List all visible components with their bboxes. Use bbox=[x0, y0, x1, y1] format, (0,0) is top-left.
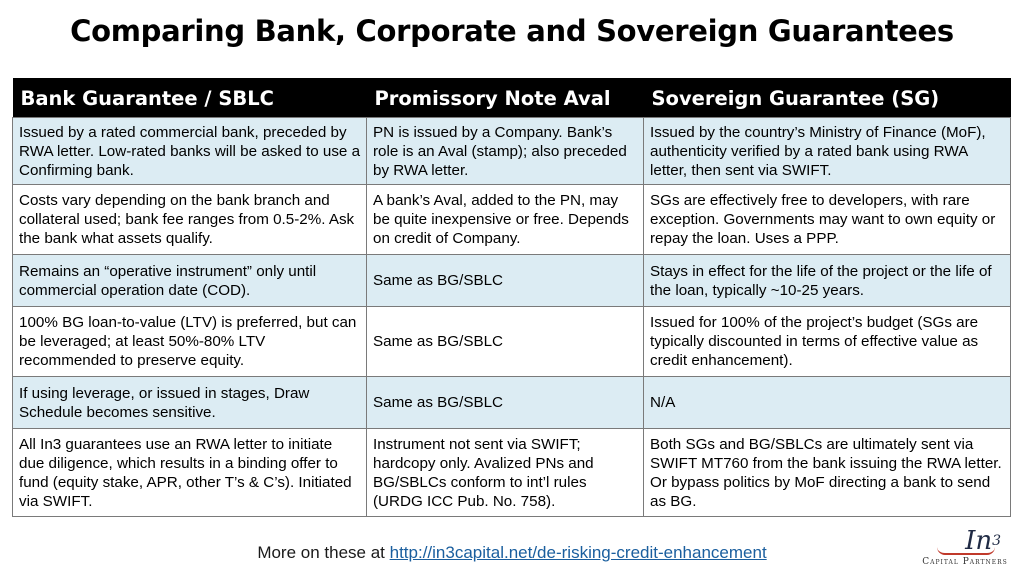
table-cell: Issued for 100% of the project’s budget (SGs are typically discounted in terms of effective value as credit enhancement). bbox=[644, 307, 1011, 377]
table-cell: All In3 guarantees use an RWA letter to initiate due diligence, which results in a binding offer to fund (equity stake, APR, other T’s & C’s). Initiated via SWIFT. bbox=[13, 429, 367, 517]
table-cell: Remains an “operative instrument” only until commercial operation date (COD). bbox=[13, 255, 367, 307]
table-row bbox=[13, 255, 1011, 307]
in3-capital-partners-logo bbox=[915, 527, 1015, 573]
page-title: Comparing Bank, Corporate and Sovereign Guarantees bbox=[70, 14, 954, 48]
footer-text: More on these at bbox=[257, 543, 390, 562]
resource-link[interactable]: http://in3capital.net/de-risking-credit-enhancement bbox=[389, 543, 767, 562]
column-header-promissory-note: Promissory Note Aval bbox=[367, 78, 644, 118]
table-row bbox=[13, 429, 1011, 517]
table-cell: Issued by a rated commercial bank, preceded by RWA letter. Low-rated banks will be asked to use a Confirming bank. bbox=[13, 118, 367, 185]
logo-swoosh-icon bbox=[937, 547, 995, 555]
logo-mark: In$^3$ bbox=[965, 526, 1001, 556]
comparison-table bbox=[12, 78, 1011, 517]
table-cell: Both SGs and BG/SBLCs are ultimately sent via SWIFT MT760 from the bank issuing the RWA letter. Or bypass politics by MoF directing a bank to send as BG. bbox=[644, 429, 1011, 517]
table-row bbox=[13, 185, 1011, 255]
table-cell: Costs vary depending on the bank branch and collateral used; bank fee ranges from 0.5-2%. Ask the bank what assets qualify. bbox=[13, 185, 367, 255]
table-row bbox=[13, 377, 1011, 429]
table-row bbox=[13, 307, 1011, 377]
table-row bbox=[13, 118, 1011, 185]
table-cell: Same as BG/SBLC bbox=[367, 307, 644, 377]
table-cell: A bank’s Aval, added to the PN, may be quite inexpensive or free. Depends on credit of Company. bbox=[367, 185, 644, 255]
column-header-sovereign-guarantee: Sovereign Guarantee (SG) bbox=[644, 78, 1011, 118]
table-cell: Instrument not sent via SWIFT; hardcopy only. Avalized PNs and BG/SBLCs conform to int’l rules (URDG ICC Pub. No. 758). bbox=[367, 429, 644, 517]
table-header-row bbox=[13, 78, 1011, 118]
table-cell: N/A bbox=[644, 377, 1011, 429]
table-cell: PN is issued by a Company. Bank’s role is an Aval (stamp); also preceded by RWA letter. bbox=[367, 118, 644, 185]
table-cell: Same as BG/SBLC bbox=[367, 377, 644, 429]
table-cell: Issued by the country’s Ministry of Finance (MoF), authenticity verified by a rated bank using RWA letter, then sent via SWIFT. bbox=[644, 118, 1011, 185]
table-cell: Same as BG/SBLC bbox=[367, 255, 644, 307]
table-cell: 100% BG loan-to-value (LTV) is preferred, but can be leveraged; at least 50%-80% LTV recommended to preserve equity. bbox=[13, 307, 367, 377]
table-cell: If using leverage, or issued in stages, Draw Schedule becomes sensitive. bbox=[13, 377, 367, 429]
column-header-bank-guarantee: Bank Guarantee / SBLC bbox=[13, 78, 367, 118]
logo-subtitle: Capital Partners bbox=[922, 557, 1008, 567]
table-cell: SGs are effectively free to developers, with rare exception. Governments may want to own equity or repay the loan. Uses a PPP. bbox=[644, 185, 1011, 255]
table-cell: Stays in effect for the life of the project or the life of the loan, typically ~10-25 years. bbox=[644, 255, 1011, 307]
footer bbox=[0, 543, 1024, 563]
